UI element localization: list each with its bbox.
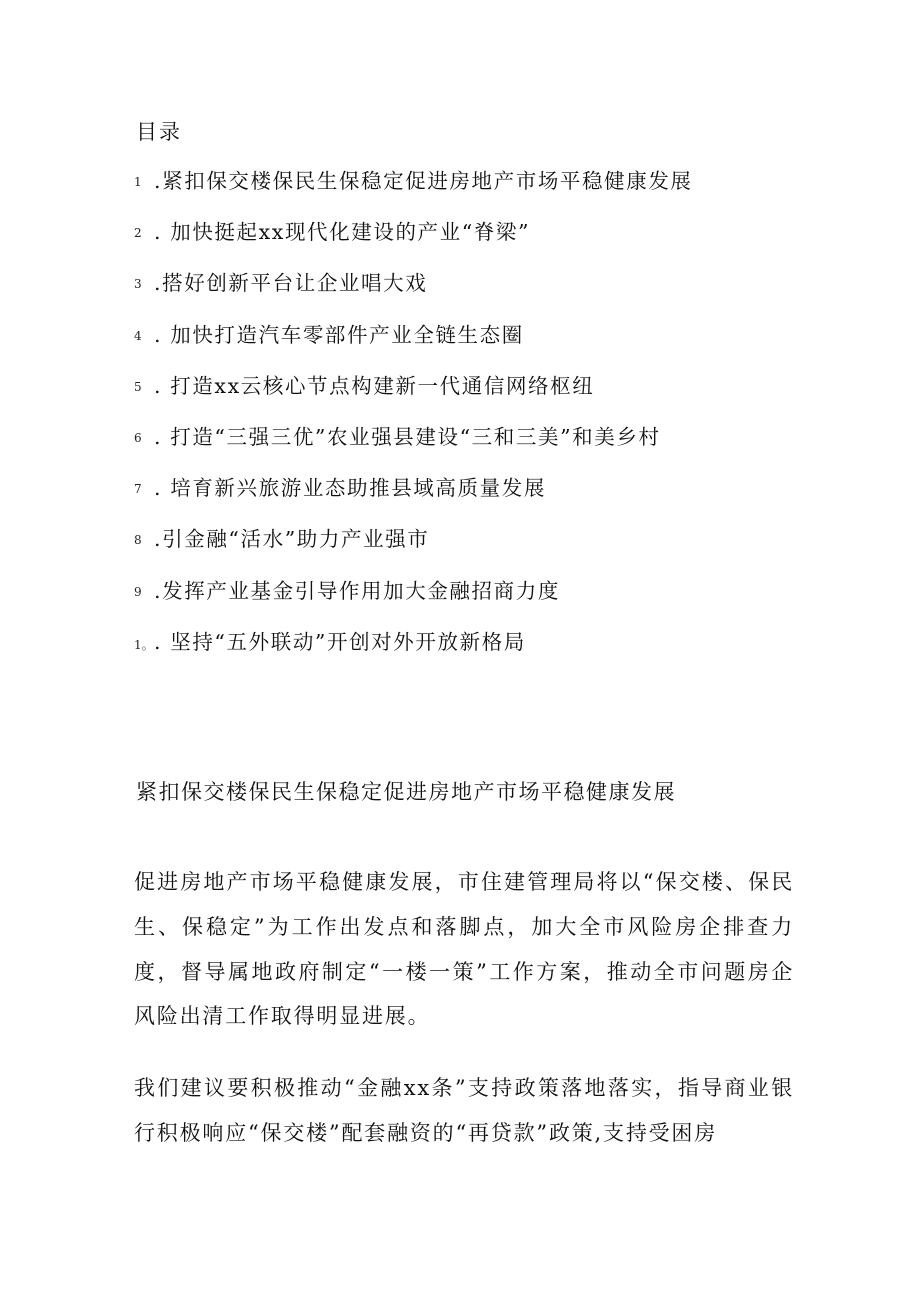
toc-item-number: 1 xyxy=(134,175,142,189)
toc-item[interactable] xyxy=(134,320,834,371)
toc-item-text: . 培育新兴旅游业态助推县域高质量发展 xyxy=(154,476,546,501)
toc-title: 目录 xyxy=(136,120,182,144)
table-of-contents xyxy=(134,166,834,678)
toc-item[interactable] xyxy=(134,166,834,217)
toc-item-text: .引金融“活水”助力产业强市 xyxy=(154,527,430,552)
toc-item[interactable] xyxy=(134,422,834,473)
section-heading: 紧扣保交楼保民生保稳定促进房地产市场平稳健康发展 xyxy=(136,780,676,804)
body-paragraph: 我们建议要积极推动“金融xx条”支持政策落地落实，指导商业银行积极响应“保交楼”配套融资的“再贷款”政策,支持受困房 xyxy=(134,1076,794,1145)
toc-item-text: . 打造xx云核心节点构建新一代通信网络枢纽 xyxy=(154,373,595,398)
toc-item-text: . 加快打造汽车零部件产业全链生态圈 xyxy=(154,322,524,347)
toc-item[interactable] xyxy=(134,371,834,422)
toc-item-number: 8 xyxy=(134,533,142,548)
toc-item[interactable] xyxy=(134,268,834,319)
toc-item-number: 3 xyxy=(134,277,142,292)
toc-item-text: .紧扣保交楼保民生保稳定促进房地产市场平稳健康发展 xyxy=(154,169,693,193)
toc-item-number: 6 xyxy=(134,430,142,445)
toc-item-text: .搭好创新平台让企业唱大戏 xyxy=(154,271,428,296)
body-paragraph: 促进房地产市场平稳健康发展，市住建管理局将以“保交楼、保民生、保稳定”为工作出发点和落脚点，加大全市风险房企排查力度，督导属地政府制定“一楼一策”工作方案，推动全市问题房企风险出清工作取得明显进展。 xyxy=(134,870,794,1029)
toc-item[interactable] xyxy=(134,217,834,268)
toc-item[interactable] xyxy=(134,576,834,627)
toc-item[interactable] xyxy=(134,627,834,678)
toc-item-number: 1。 xyxy=(134,637,154,652)
toc-item-text: .发挥产业基金引导作用加大金融招商力度 xyxy=(154,578,560,603)
toc-item-number: 7 xyxy=(134,482,142,497)
toc-item-number: 9 xyxy=(134,584,142,599)
toc-item[interactable] xyxy=(134,473,834,524)
toc-item-text: . 打造“三强三优”农业强县建设“三和三美”和美乡村 xyxy=(154,424,661,449)
toc-item-number: 2 xyxy=(134,226,142,241)
toc-item-text: . 加快挺起xx现代化建设的产业“脊梁” xyxy=(154,220,531,245)
toc-item-number: 5 xyxy=(134,379,142,394)
toc-item-number: 4 xyxy=(134,328,142,343)
toc-item[interactable] xyxy=(134,524,834,575)
toc-item-text: . 坚持“五外联动”开创对外开放新格局 xyxy=(154,629,526,654)
